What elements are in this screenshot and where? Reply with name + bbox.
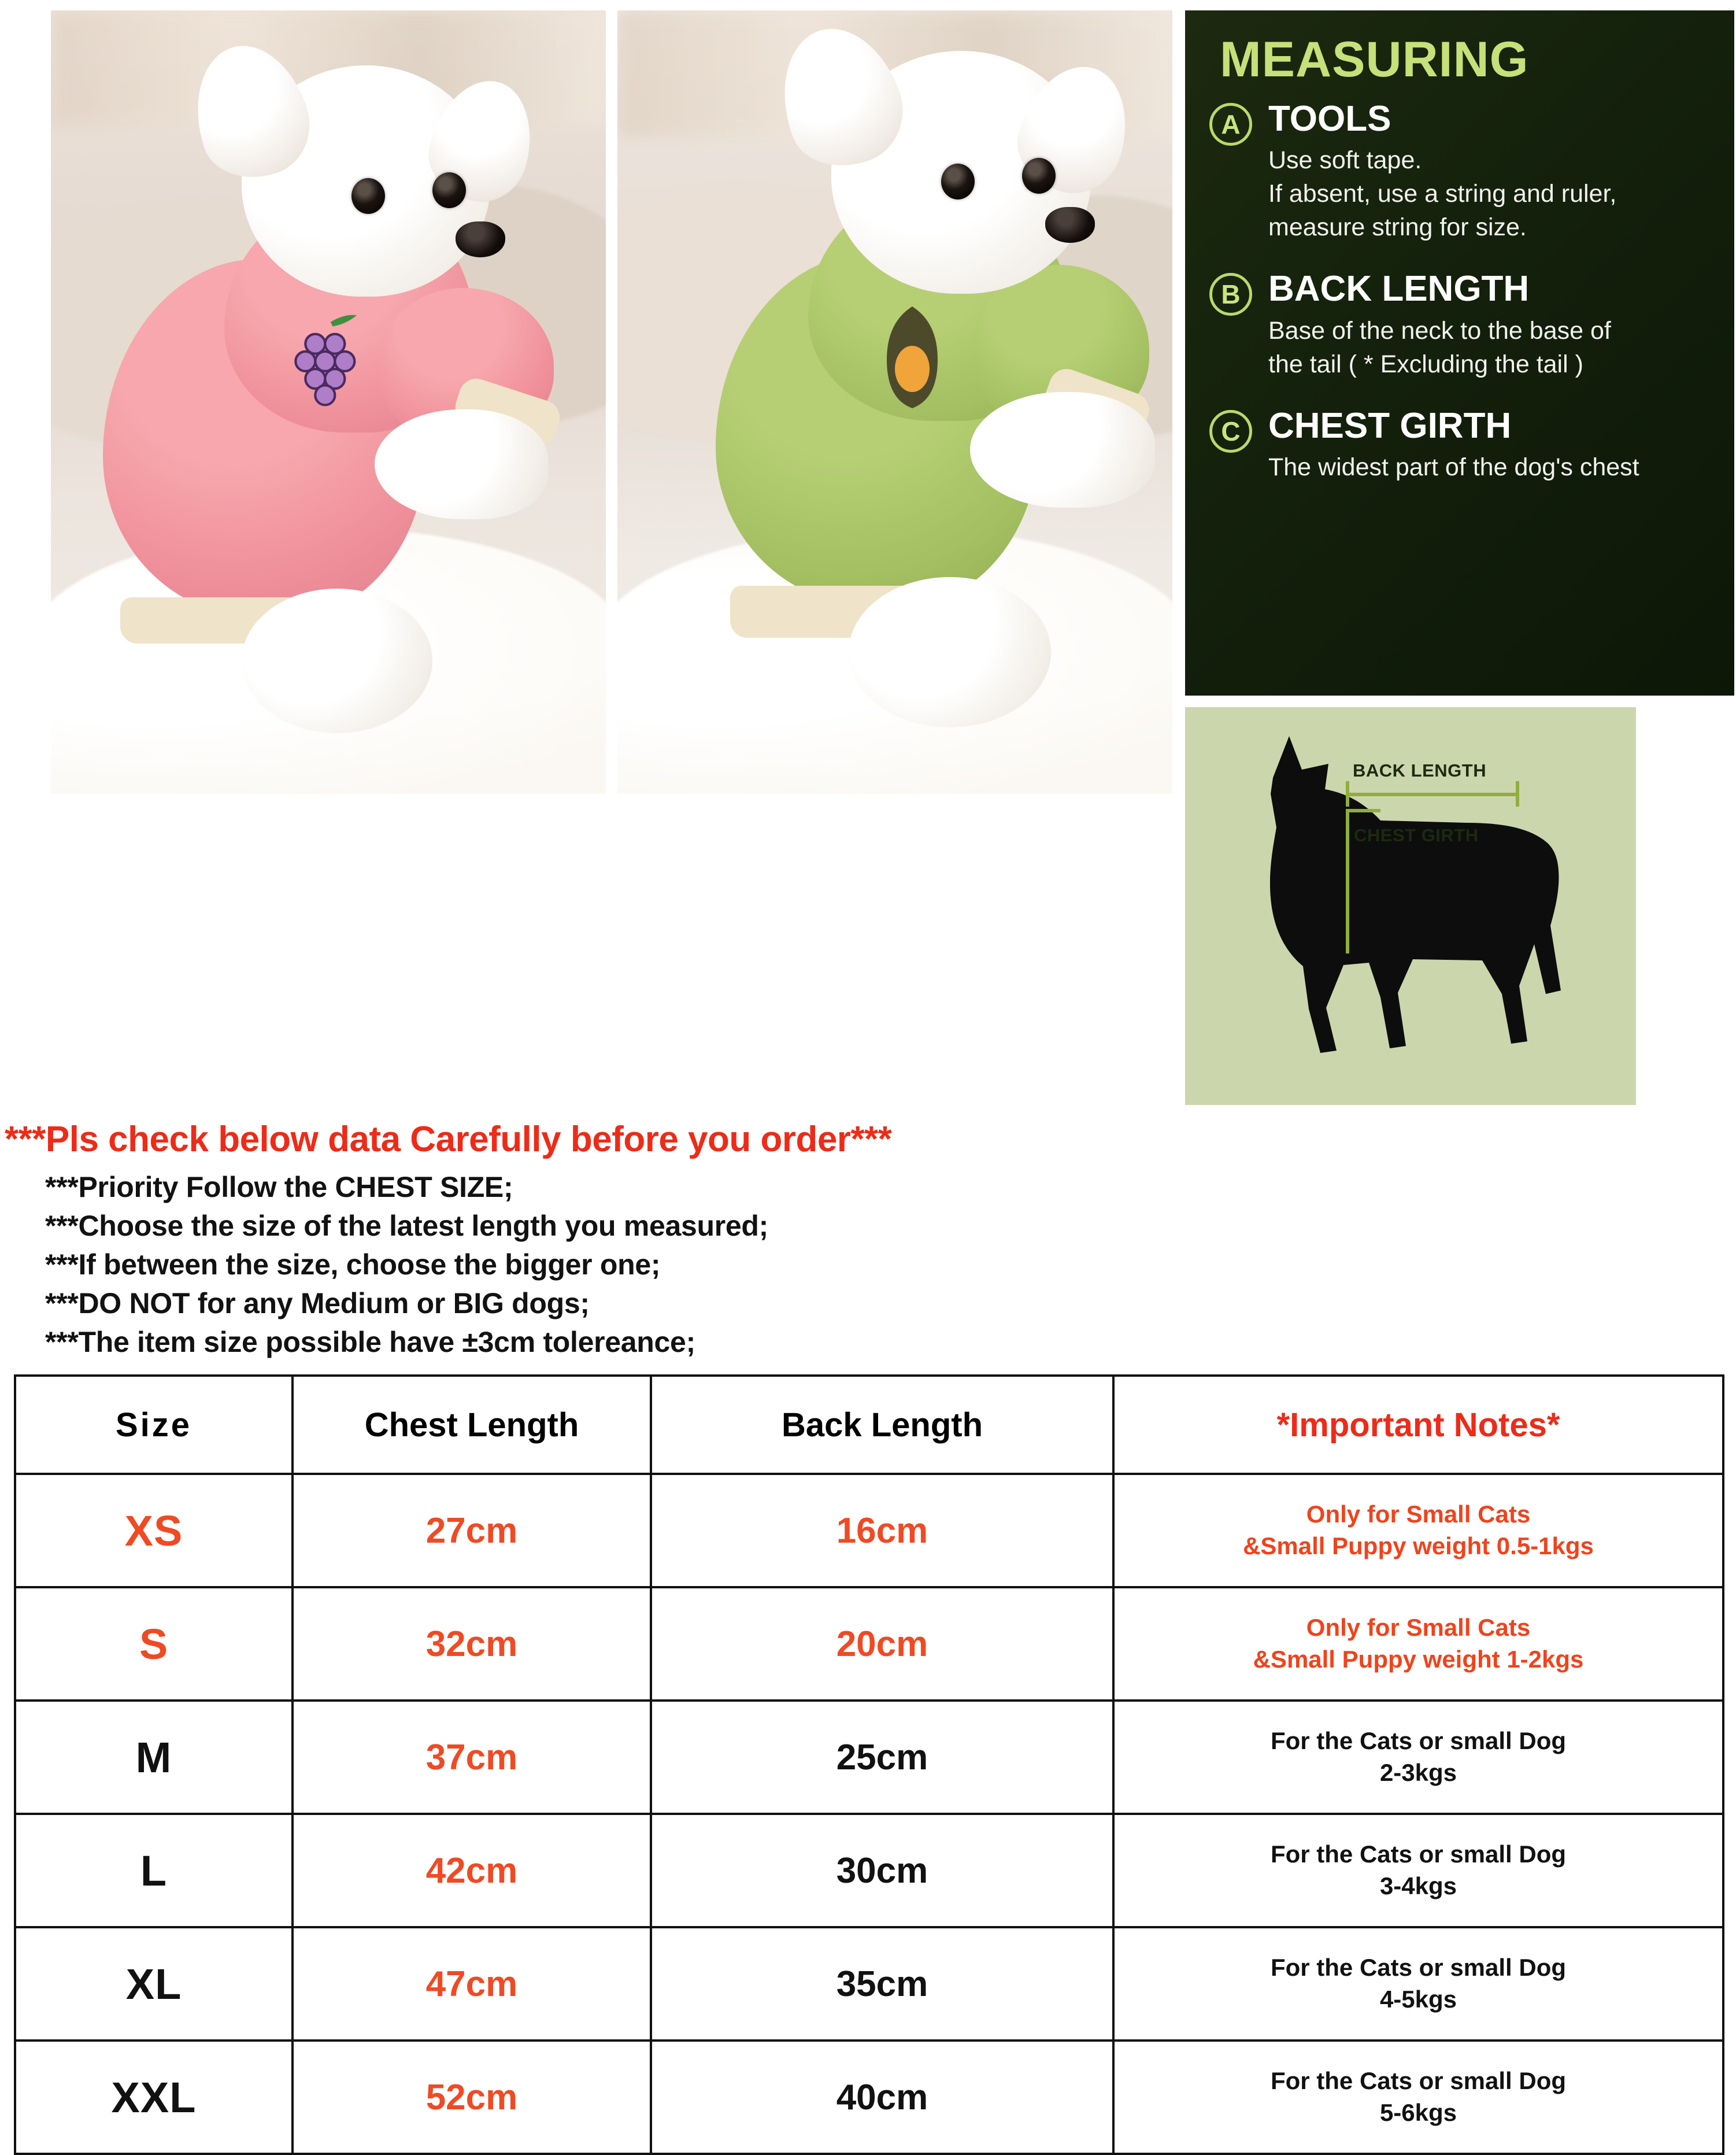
cell-notes-line: Only for Small Cats (1306, 1614, 1531, 1642)
order-notes (0, 1105, 1736, 1362)
cell-size: S (15, 1587, 293, 1701)
back-length-arrow (1346, 793, 1519, 796)
cell-size: XXL (15, 2041, 293, 2154)
list-item: ***DO NOT for any Medium or BIG dogs; (45, 1287, 590, 1319)
cell-notes (1113, 1814, 1723, 1927)
cell-notes-line: For the Cats or small Dog (1270, 1727, 1567, 1755)
list-item: ***Priority Follow the CHEST SIZE; (45, 1171, 513, 1203)
cell-notes (1113, 1927, 1723, 2041)
cell-size: XS (15, 1474, 293, 1587)
measuring-item-tools (1209, 99, 1710, 244)
size-chart-table (14, 1374, 1724, 2155)
cell-notes-line: For the Cats or small Dog (1270, 2067, 1567, 2095)
chest-girth-arrow (1346, 809, 1349, 953)
cell-notes-line: &Small Puppy weight 0.5-1kgs (1243, 1532, 1594, 1559)
column-header-chest: Chest Length (293, 1376, 651, 1474)
measuring-item-line: the tail ( * Excluding the tail ) (1268, 350, 1583, 378)
table-row (15, 1701, 1723, 1814)
cell-notes-line: 2-3kgs (1379, 1759, 1457, 1786)
cell-chest: 47cm (293, 1927, 651, 2041)
cell-notes-line: Only for Small Cats (1306, 1500, 1531, 1528)
back-length-label: BACK LENGTH (1353, 760, 1487, 781)
dog-measurement-diagram (1185, 707, 1636, 1105)
cell-back: 20cm (651, 1587, 1113, 1701)
cell-size: XL (15, 1927, 293, 2041)
cell-notes-line: For the Cats or small Dog (1270, 1840, 1567, 1868)
cell-chest: 52cm (293, 2041, 651, 2154)
notes-headline: ***Pls check below data Carefully before you order*** (5, 1119, 892, 1159)
badge-b: B (1209, 273, 1252, 316)
badge-c: C (1209, 410, 1252, 453)
column-header-size: Size (15, 1376, 293, 1474)
measuring-item-chest-girth (1209, 406, 1710, 484)
cell-notes (1113, 2041, 1723, 2154)
badge-a: A (1209, 103, 1252, 146)
column-header-back: Back Length (651, 1376, 1113, 1474)
cell-chest: 27cm (293, 1474, 651, 1587)
notes-list (45, 1168, 1736, 1362)
measuring-item-title: BACK LENGTH (1268, 269, 1530, 309)
measuring-item-line: Use soft tape. (1268, 146, 1422, 175)
measuring-title: MEASURING (1220, 32, 1529, 87)
puppy-pink-sweater-photo (51, 10, 606, 794)
product-photos (51, 10, 1172, 794)
table-row (15, 1587, 1723, 1701)
cell-notes-line: 3-4kgs (1379, 1872, 1457, 1899)
cell-notes (1113, 1474, 1723, 1587)
measuring-item-line: Base of the neck to the base of (1268, 316, 1611, 345)
column-header-notes: *Important Notes* (1113, 1376, 1723, 1474)
table-row (15, 1927, 1723, 2041)
cell-notes (1113, 1587, 1723, 1701)
measuring-panel (1185, 10, 1734, 696)
cell-back: 30cm (651, 1814, 1113, 1927)
cell-size: M (15, 1701, 293, 1814)
list-item: ***Choose the size of the latest length you measured; (45, 1210, 769, 1242)
table-row (15, 2041, 1723, 2154)
table-row (15, 1814, 1723, 1927)
cell-back: 40cm (651, 2041, 1113, 2154)
measuring-item-title: CHEST GIRTH (1268, 405, 1512, 446)
cell-notes-line: For the Cats or small Dog (1270, 1954, 1567, 1982)
measuring-item-line: measure string for size. (1268, 213, 1527, 242)
table-row (15, 1474, 1723, 1587)
cell-notes (1113, 1701, 1723, 1814)
chest-girth-label: CHEST GIRTH (1354, 825, 1479, 845)
measuring-item-line: The widest part of the dog's chest (1268, 453, 1639, 481)
measuring-item-back-length (1209, 269, 1710, 380)
avocado-patch-icon (860, 300, 964, 415)
measuring-item-line: If absent, use a string and ruler, (1268, 180, 1617, 208)
cell-chest: 32cm (293, 1587, 651, 1701)
measuring-item-title: TOOLS (1268, 99, 1391, 139)
cell-chest: 37cm (293, 1701, 651, 1814)
puppy-green-sweater-photo (617, 10, 1172, 794)
grape-patch-icon (271, 311, 386, 409)
cell-back: 25cm (651, 1701, 1113, 1814)
cell-chest: 42cm (293, 1814, 651, 1927)
cell-back: 35cm (651, 1927, 1113, 2041)
measuring-guide (1185, 10, 1734, 1105)
cell-notes-line: &Small Puppy weight 1-2kgs (1253, 1646, 1584, 1673)
cell-back: 16cm (651, 1474, 1113, 1587)
table-header-row (15, 1376, 1723, 1474)
cell-notes-line: 4-5kgs (1379, 1986, 1457, 2013)
list-item: ***If between the size, choose the bigger one; (45, 1248, 661, 1281)
list-item: ***The item size possible have ±3cm tolereance; (45, 1326, 695, 1358)
cell-size: L (15, 1814, 293, 1927)
cell-notes-line: 5-6kgs (1379, 2099, 1457, 2126)
